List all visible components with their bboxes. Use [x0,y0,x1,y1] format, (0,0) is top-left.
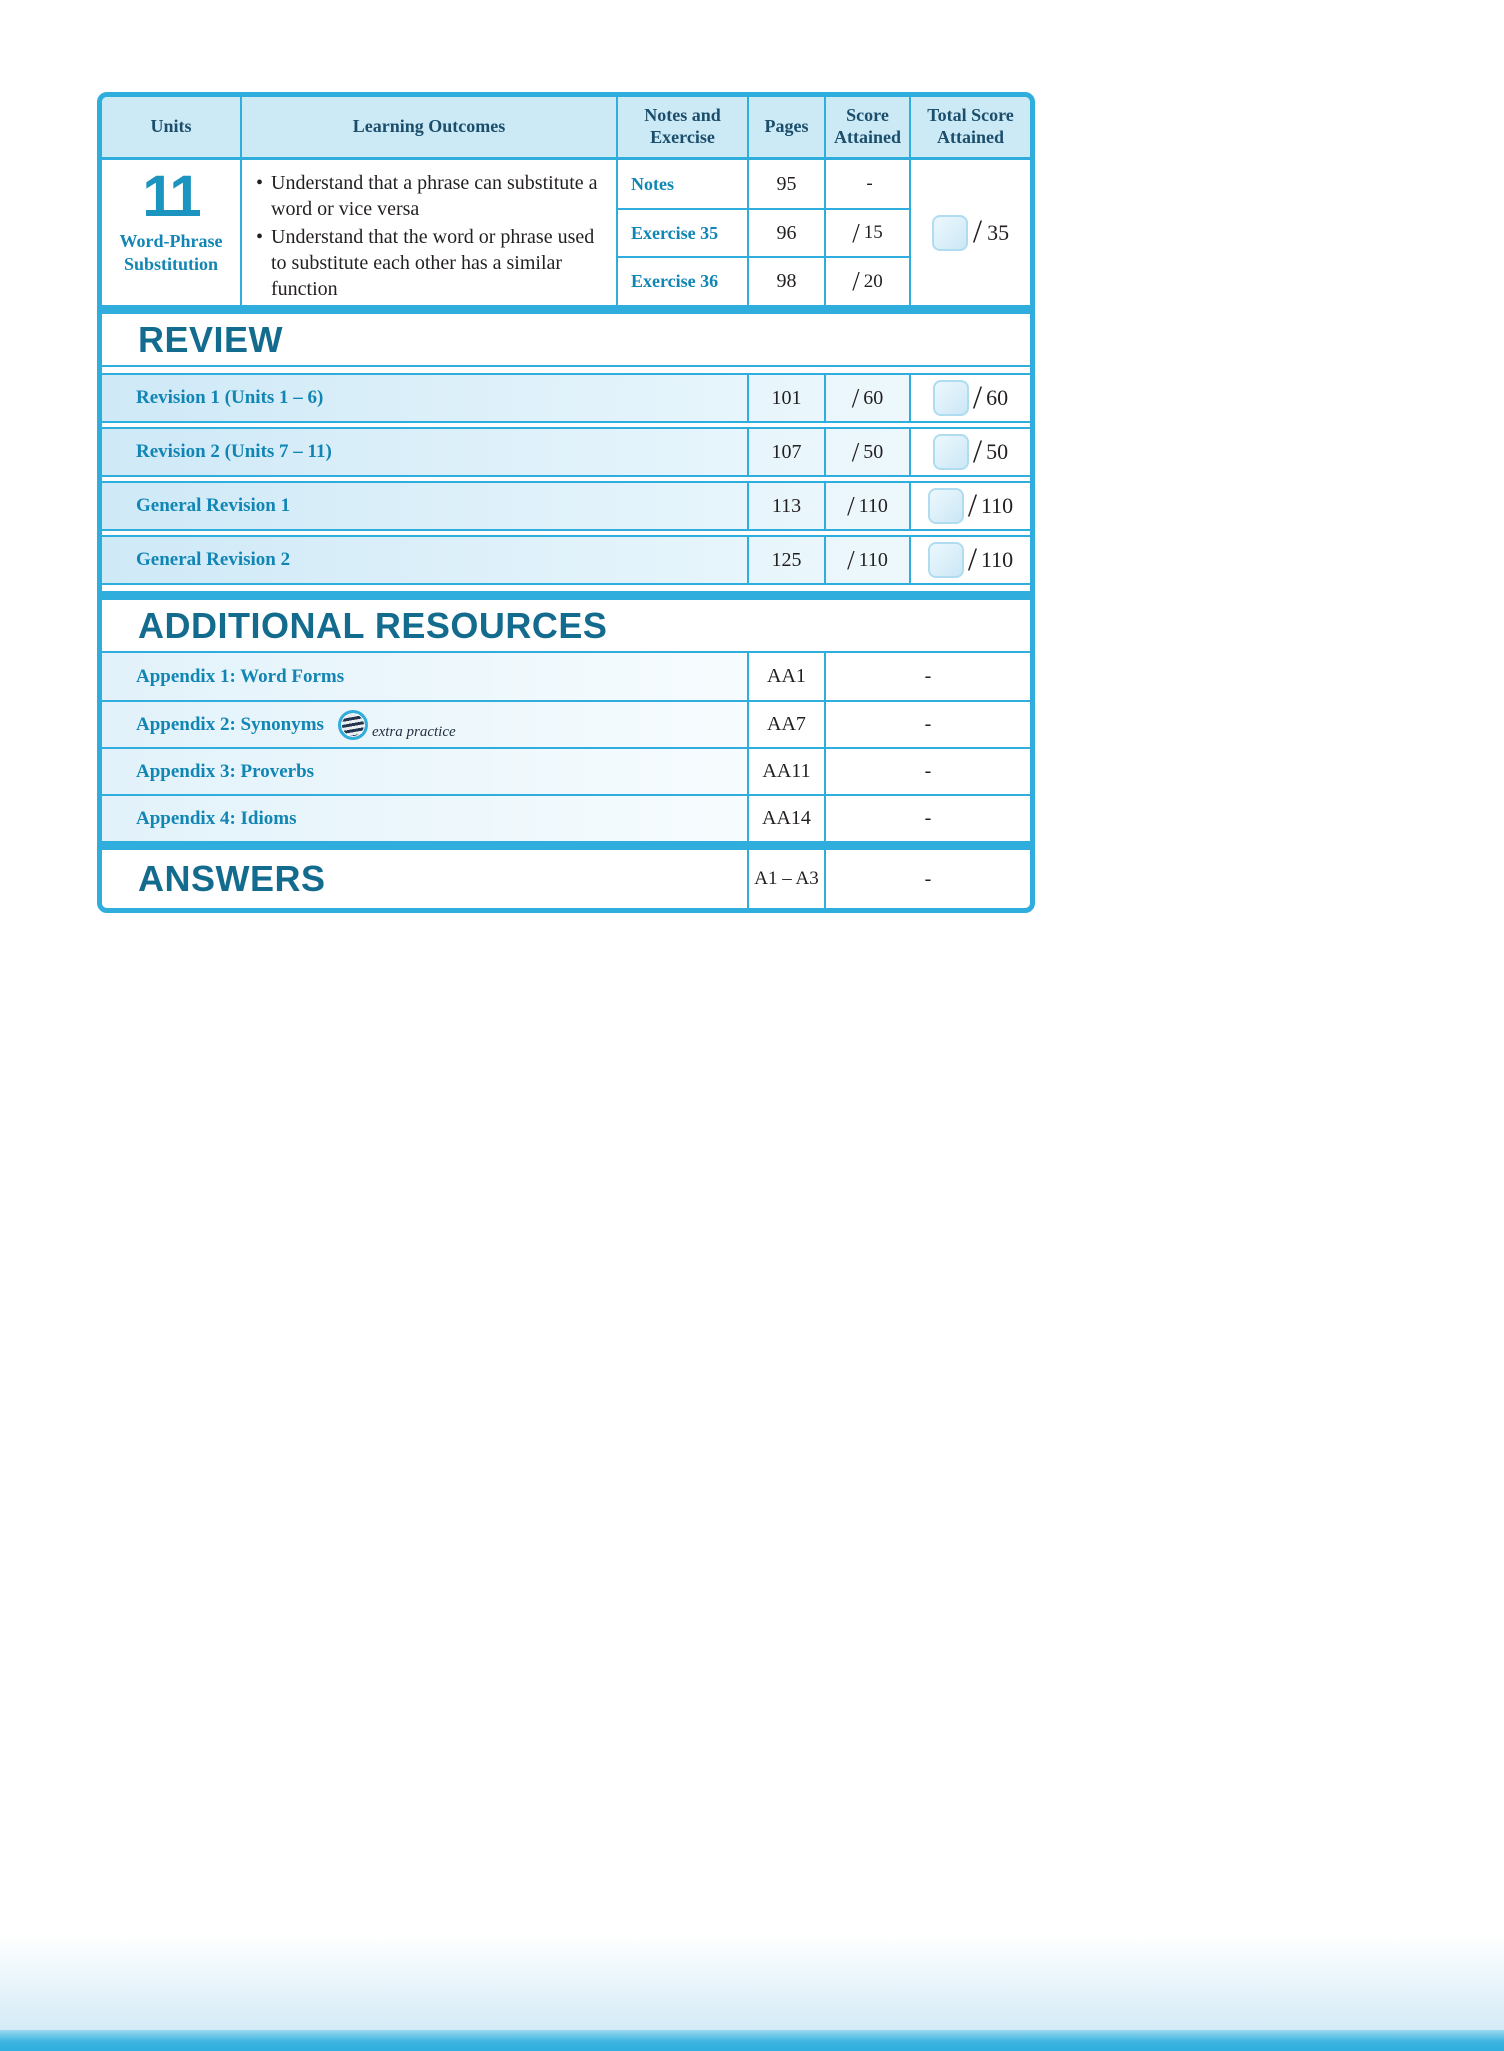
table-header-row [102,97,1030,160]
score-value: 110 [858,494,888,517]
score-cell: - [824,749,1030,794]
score-value: 110 [858,548,888,571]
table-of-contents [97,92,1035,913]
exercise-36-label: Exercise 36 [616,256,747,305]
total-value: 35 [987,219,1010,245]
col-header-notes-exercise: Notes and Exercise [616,97,747,157]
appendix-label [102,653,747,700]
unit-number: 11 [142,164,200,229]
score-value: 60 [863,386,884,409]
total-score-cell [909,483,1030,529]
page-number: 101 [747,375,824,421]
appendix-label-text: Appendix 1: Word Forms [136,665,345,687]
appendix-row-synonyms [102,700,1030,747]
score-slash: / [851,436,860,467]
additional-resources-section-title: ADDITIONAL RESOURCES [102,600,1030,653]
col-header-units: Units [150,116,192,137]
score-slash: / [847,490,855,521]
score-cell [824,483,909,529]
total-slash: / [972,379,983,416]
unit-11-block [102,160,1030,305]
score-slash: / [852,217,860,248]
answers-row [102,850,1030,908]
page-number: AA7 [747,702,824,747]
total-score-cell [909,375,1030,421]
score-value: 20 [863,270,883,292]
review-row-revision-2 [102,427,1030,477]
exercise-35-page: 96 [747,208,824,256]
total-value: 50 [986,439,1009,464]
revision-label: Revision 2 (Units 7 – 11) [136,441,332,462]
unit-title: Word-Phrase Substitution [119,231,223,274]
score-slash: / [852,266,860,296]
page-number: AA14 [747,796,824,841]
score-cell [824,375,909,421]
exercise-35-score [824,208,909,256]
notes-score [824,160,909,208]
total-score-cell [909,429,1030,475]
review-section-title: REVIEW [102,314,1030,367]
score-value: 50 [863,440,884,463]
total-slash: / [967,487,977,524]
review-row-general-revision-1 [102,481,1030,531]
score-value: - [866,173,873,194]
learning-outcomes-cell [240,160,616,305]
page-number: 113 [747,483,824,529]
unit-cell [102,160,240,305]
appendix-label-text: Appendix 4: Idioms [136,807,297,829]
review-rows [102,367,1030,591]
appendix-label-text: Appendix 3: Proverbs [136,760,315,782]
answers-pages: A1 – A3 [747,850,824,908]
col-header-score-attained: Score Attained [824,97,909,157]
extra-practice-label: extra practice [371,724,456,740]
page-number: 107 [747,429,824,475]
score-cell: - [824,702,1030,747]
notes-label: Notes [616,160,747,208]
appendix-label [102,749,747,794]
score-value: 15 [863,222,883,243]
appendix-row-proverbs [102,747,1030,794]
page-bottom-bar [0,2030,1504,2051]
exercise-36-score [824,256,909,305]
total-slash: / [972,433,983,470]
score-cell [824,537,909,583]
extra-practice-icon [338,710,368,740]
page-bottom-fade [0,1935,1504,2030]
answers-section-title: ANSWERS [138,858,326,899]
col-header-total-score-attained: Total Score Attained [909,97,1030,157]
score-box [928,488,964,524]
score-box [928,542,964,578]
score-slash: / [847,544,855,575]
score-box [933,380,969,416]
col-header-learning-outcomes: Learning Outcomes [240,97,616,157]
appendix-row-idioms [102,794,1030,841]
page-number: AA11 [747,749,824,794]
section-divider [102,591,1030,600]
section-divider [102,841,1030,850]
page-number: 125 [747,537,824,583]
exercise-36-page: 98 [747,256,824,305]
unit-total-score-cell [909,160,1030,305]
total-slash: / [967,541,977,578]
total-value: 110 [980,493,1014,518]
score-box [932,215,968,251]
appendix-label [102,702,747,747]
score-cell [824,429,909,475]
revision-label: General Revision 2 [136,549,291,570]
col-header-pages: Pages [747,97,824,157]
appendix-label-text: Appendix 2: Synonyms [136,713,324,735]
notes-page: 95 [747,160,824,208]
revision-label: General Revision 1 [136,495,291,516]
exercise-35-label: Exercise 35 [616,208,747,256]
total-score-cell [909,537,1030,583]
revision-label: Revision 1 (Units 1 – 6) [136,387,324,408]
review-row-general-revision-2 [102,535,1030,585]
total-value: 60 [986,385,1009,410]
appendix-label [102,796,747,841]
score-box [933,434,969,470]
score-slash: / [851,382,860,413]
total-value: 110 [980,547,1014,572]
outcome-item: • Understand that a phrase can substitute a word or vice versa [254,170,606,222]
page-number: AA1 [747,653,824,700]
answers-score: - [824,850,1030,908]
outcome-item: • Understand that the word or phrase used to substitute each other has a similar function [254,224,606,302]
score-cell: - [824,653,1030,700]
review-row-revision-1 [102,373,1030,423]
section-divider [102,305,1030,314]
appendix-row-word-forms [102,653,1030,700]
learning-outcomes-list [254,170,606,302]
total-slash: / [972,214,983,250]
score-cell: - [824,796,1030,841]
